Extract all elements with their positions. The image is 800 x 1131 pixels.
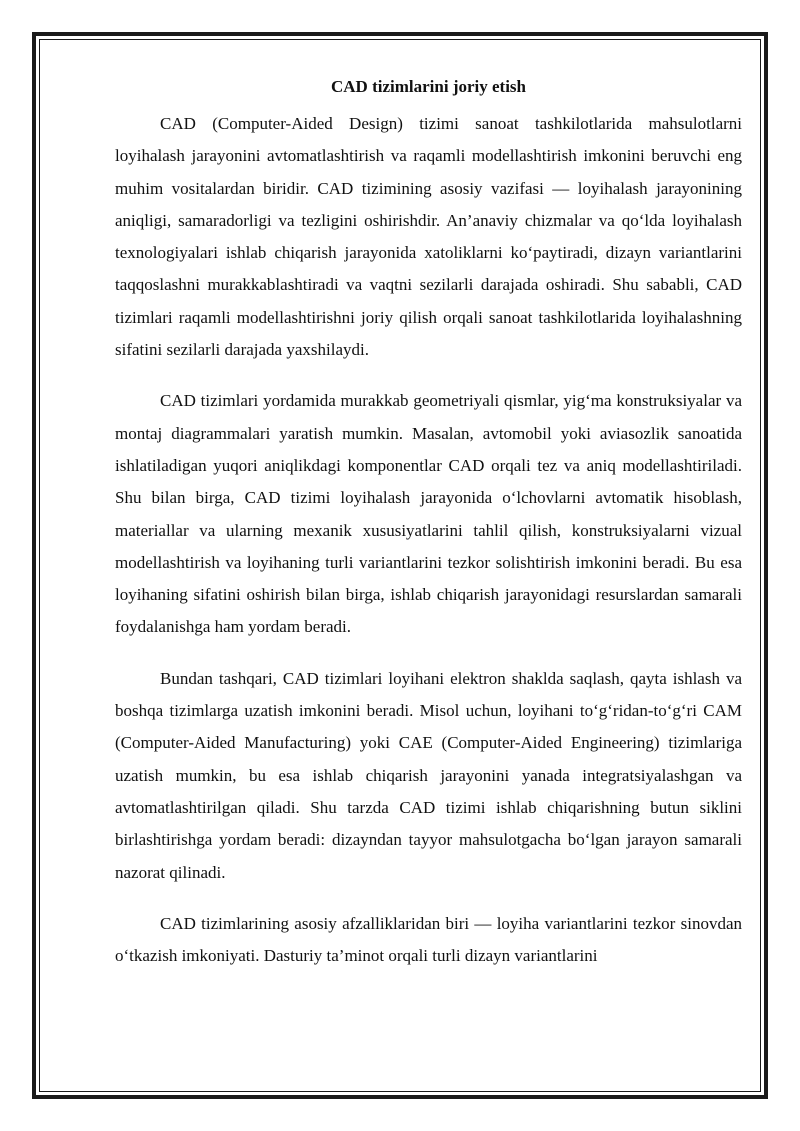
paragraph-2: CAD tizimlari yordamida murakkab geometriyali qismlar, yig‘ma konstruksiyalar va montaj diagrammalari yaratish mumkin. Masalan, avtomobil yoki aviasozlik sanoatida ishlatiladigan yuqori aniqlikdagi komponentlar CAD orqali tez va aniq modellashtiriladi. Shu bilan birga, CAD tizimi loyihalash jarayonida o‘lchovlarni avtomatik hisoblash, materiallar va ularning mexanik xususiyatlarini tahlil qilish, konstruksiyalarni vizual modellashtirish va loyihaning turli variantlarini tezkor solishtirish imkonini beradi. Bu esa loyihaning sifatini oshirish bilan birga, ishlab chiqarish jarayonidagi resurslardan samarali foydalanishga ham yordam beradi.: [115, 391, 742, 637]
document-body: [115, 73, 742, 972]
paragraph-1: CAD (Computer-Aided Design) tizimi sanoat tashkilotlarida mahsulotlarni loyihalash jarayonini avtomatlashtirish va raqamli modellashtirish imkonini beruvchi eng muhim vositalardan biridir. CAD tizimining asosiy vazifasi — loyihalash jarayonining aniqligi, samaradorligi va tezligini oshirishdir. An’anaviy chizmalar va qo‘lda loyihalash texnologiyalari ishlab chiqarish jarayonida xatoliklarni ko‘paytiradi, dizayn variantlarini taqqoslashni murakkablashtiradi va vaqtni sezilarli darajada oshiradi. Shu sababli, CAD tizimlari raqamli modellashtirishni joriy qilish orqali sanoat tashkilotlarida loyihalashning sifatini sezilarli darajada yaxshilaydi.: [115, 114, 742, 360]
paragraph-4: CAD tizimlarining asosiy afzalliklaridan biri — loyiha variantlarini tezkor sinovdan o‘tkazish imkoniyati. Dasturiy ta’minot orqali turli dizayn variantlarini: [115, 913, 742, 966]
paragraph-3: Bundan tashqari, CAD tizimlari loyihani elektron shaklda saqlash, qayta ishlash va boshqa tizimlarga uzatish imkonini beradi. Misol uchun, loyihani to‘g‘ridan-to‘g‘ri CAM (Computer-Aided Manufacturing) yoki CAE (Computer-Aided Engineering) tizimlariga uzatish mumkin, bu esa ishlab chiqarish jarayonini yanada integratsiyalashgan va avtomatlashtirilgan qiladi. Shu tarzda CAD tizimi ishlab chiqarishning butun siklini birlashtirishga yordam beradi: dizayndan tayyor mahsulotgacha bo‘lgan jarayon samarali nazorat qilinadi.: [115, 668, 742, 882]
document-title: CAD tizimlarini joriy etish: [331, 77, 526, 96]
